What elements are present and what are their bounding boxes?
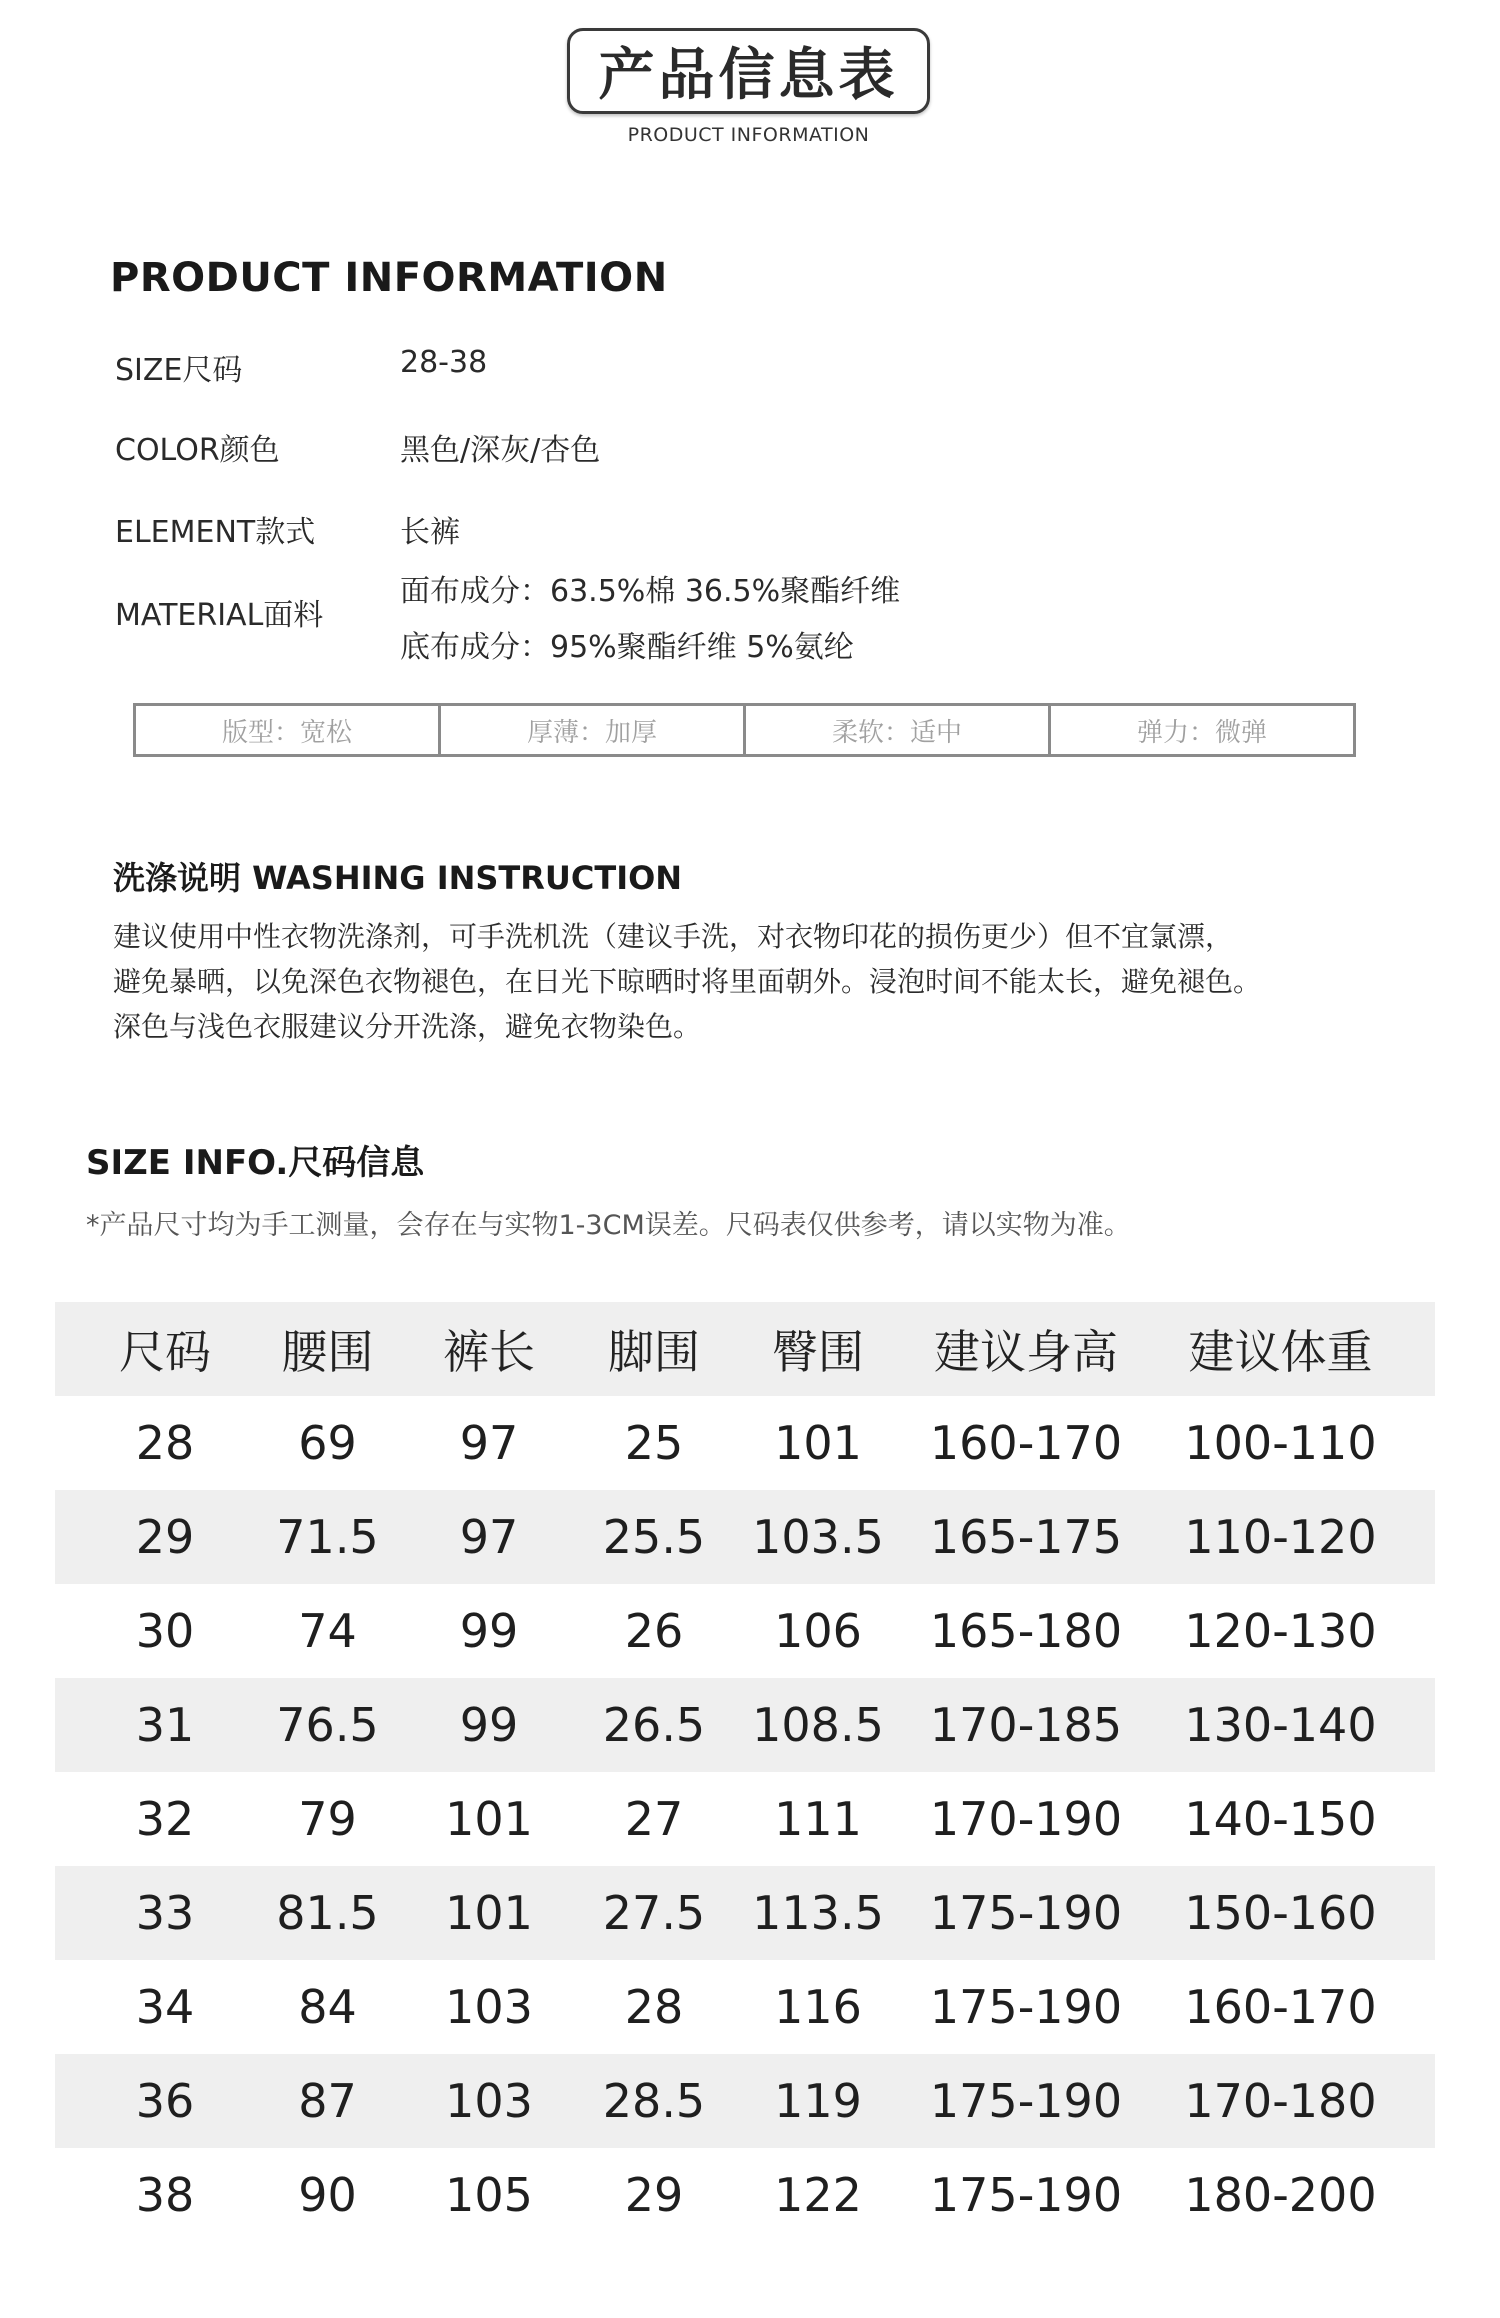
cell-weight: 100-110 xyxy=(1184,1416,1377,1470)
size-table xyxy=(55,1302,1435,2242)
cell-hip: 113.5 xyxy=(752,1886,884,1940)
cell-length: 99 xyxy=(459,1698,519,1752)
cell-hem: 26.5 xyxy=(602,1698,706,1752)
cell-size: 30 xyxy=(135,1604,195,1658)
cell-height: 175-190 xyxy=(929,2168,1123,2222)
washing-line-1: 建议使用中性衣物洗涤剂，可手洗机洗（建议手洗，对衣物印花的损伤更少）但不宜氯漂， xyxy=(113,920,1234,953)
cell-waist: 81.5 xyxy=(276,1886,379,1940)
cell-hip: 108.5 xyxy=(752,1698,884,1752)
cell-size: 38 xyxy=(135,2168,195,2222)
cell-weight: 130-140 xyxy=(1184,1698,1377,1752)
cell-waist: 71.5 xyxy=(276,1510,379,1564)
header-hem: 脚围 xyxy=(608,1325,700,1379)
cell-length: 101 xyxy=(445,1792,533,1846)
cell-weight: 140-150 xyxy=(1184,1792,1377,1846)
cell-hem: 27 xyxy=(624,1792,684,1846)
title-badge xyxy=(567,28,930,114)
cell-length: 103 xyxy=(445,2074,533,2128)
table-row xyxy=(55,1772,1435,1866)
cell-weight: 110-120 xyxy=(1184,1510,1377,1564)
attr-thickness: 厚薄：加厚 xyxy=(441,706,746,754)
header-waist: 腰围 xyxy=(281,1325,374,1379)
cell-hip: 119 xyxy=(774,2074,862,2128)
washing-line-2: 避免暴晒，以免深色衣物褪色，在日光下晾晒时将里面朝外。浸泡时间不能太长，避免褪色。 xyxy=(113,965,1262,998)
cell-waist: 79 xyxy=(298,1792,357,1846)
table-row xyxy=(55,1490,1435,1584)
element-label: ELEMENT款式 xyxy=(115,515,316,550)
cell-size: 31 xyxy=(135,1698,195,1752)
cell-size: 36 xyxy=(135,2074,195,2128)
size-label: SIZE尺码 xyxy=(115,353,243,388)
cell-length: 99 xyxy=(459,1604,519,1658)
cell-size: 33 xyxy=(135,1886,195,1940)
cell-weight: 160-170 xyxy=(1184,1980,1377,2034)
cell-height: 160-170 xyxy=(929,1416,1123,1470)
cell-hem: 27.5 xyxy=(602,1886,706,1940)
table-row xyxy=(55,1866,1435,1960)
cell-length: 103 xyxy=(445,1980,533,2034)
cell-waist: 74 xyxy=(298,1604,357,1658)
header-height: 建议身高 xyxy=(934,1325,1118,1379)
cell-hip: 116 xyxy=(774,1980,862,2034)
header-hip: 臀围 xyxy=(772,1325,864,1379)
cell-size: 28 xyxy=(135,1416,195,1470)
cell-weight: 170-180 xyxy=(1184,2074,1377,2128)
cell-height: 175-190 xyxy=(929,1886,1123,1940)
cell-height: 165-175 xyxy=(929,1510,1123,1564)
cell-waist: 84 xyxy=(298,1980,357,2034)
cell-hem: 25 xyxy=(624,1416,684,1470)
header-weight: 建议体重 xyxy=(1188,1325,1373,1379)
cell-size: 32 xyxy=(135,1792,195,1846)
table-row xyxy=(55,1678,1435,1772)
attr-fit: 版型：宽松 xyxy=(136,706,441,754)
table-row xyxy=(55,1960,1435,2054)
header-size: 尺码 xyxy=(119,1325,211,1379)
table-row xyxy=(55,1584,1435,1678)
color-value: 黑色/深灰/杏色 xyxy=(400,433,601,468)
cell-size: 29 xyxy=(135,1510,195,1564)
cell-waist: 69 xyxy=(298,1416,357,1470)
cell-weight: 120-130 xyxy=(1184,1604,1377,1658)
cell-height: 165-180 xyxy=(929,1604,1123,1658)
size-info-heading: SIZE INFO.尺码信息 xyxy=(86,1143,425,1183)
size-value: 28-38 xyxy=(400,345,488,380)
cell-size: 34 xyxy=(135,1980,195,2034)
cell-weight: 180-200 xyxy=(1184,2168,1377,2222)
cell-weight: 150-160 xyxy=(1184,1886,1377,1940)
cell-hip: 106 xyxy=(774,1604,862,1658)
size-info-note: *产品尺寸均为手工测量，会存在与实物1-3CM误差。尺码表仅供参考，请以实物为准。 xyxy=(86,1210,1131,1241)
cell-length: 97 xyxy=(459,1416,519,1470)
attribute-box xyxy=(133,703,1356,757)
cell-hip: 122 xyxy=(774,2168,862,2222)
washing-heading: 洗涤说明 WASHING INSTRUCTION xyxy=(113,859,683,897)
cell-hem: 29 xyxy=(624,2168,684,2222)
cell-height: 170-185 xyxy=(929,1698,1123,1752)
cell-hem: 26 xyxy=(624,1604,684,1658)
cell-height: 175-190 xyxy=(929,1980,1123,2034)
cell-length: 97 xyxy=(459,1510,519,1564)
page-subtitle: PRODUCT INFORMATION xyxy=(627,124,870,146)
cell-waist: 90 xyxy=(298,2168,357,2222)
cell-waist: 87 xyxy=(298,2074,357,2128)
material-value-face: 面布成分：63.5%棉 36.5%聚酯纤维 xyxy=(400,574,901,609)
table-row xyxy=(55,1396,1435,1490)
header-length: 裤长 xyxy=(443,1325,535,1379)
cell-hem: 28.5 xyxy=(602,2074,706,2128)
cell-height: 175-190 xyxy=(929,2074,1123,2128)
cell-height: 170-190 xyxy=(929,1792,1123,1846)
attr-softness: 柔软：适中 xyxy=(746,706,1051,754)
page-title: 产品信息表 xyxy=(598,43,899,108)
cell-length: 101 xyxy=(445,1886,533,1940)
product-info-heading: PRODUCT INFORMATION xyxy=(110,255,668,301)
table-row xyxy=(55,2054,1435,2148)
color-label: COLOR颜色 xyxy=(115,433,280,468)
material-label: MATERIAL面料 xyxy=(115,598,324,633)
element-value: 长裤 xyxy=(400,515,460,550)
material-value-lining: 底布成分：95%聚酯纤维 5%氨纶 xyxy=(400,630,854,665)
cell-length: 105 xyxy=(445,2168,533,2222)
cell-waist: 76.5 xyxy=(276,1698,379,1752)
cell-hem: 25.5 xyxy=(602,1510,706,1564)
attr-elasticity: 弹力：微弹 xyxy=(1136,717,1267,748)
cell-hip: 111 xyxy=(774,1792,862,1846)
cell-hem: 28 xyxy=(624,1980,684,2034)
cell-hip: 101 xyxy=(774,1416,862,1470)
cell-hip: 103.5 xyxy=(752,1510,884,1564)
table-row xyxy=(55,2148,1435,2242)
table-header-row xyxy=(55,1302,1435,1396)
washing-line-3: 深色与浅色衣服建议分开洗涤，避免衣物染色。 xyxy=(113,1010,702,1043)
